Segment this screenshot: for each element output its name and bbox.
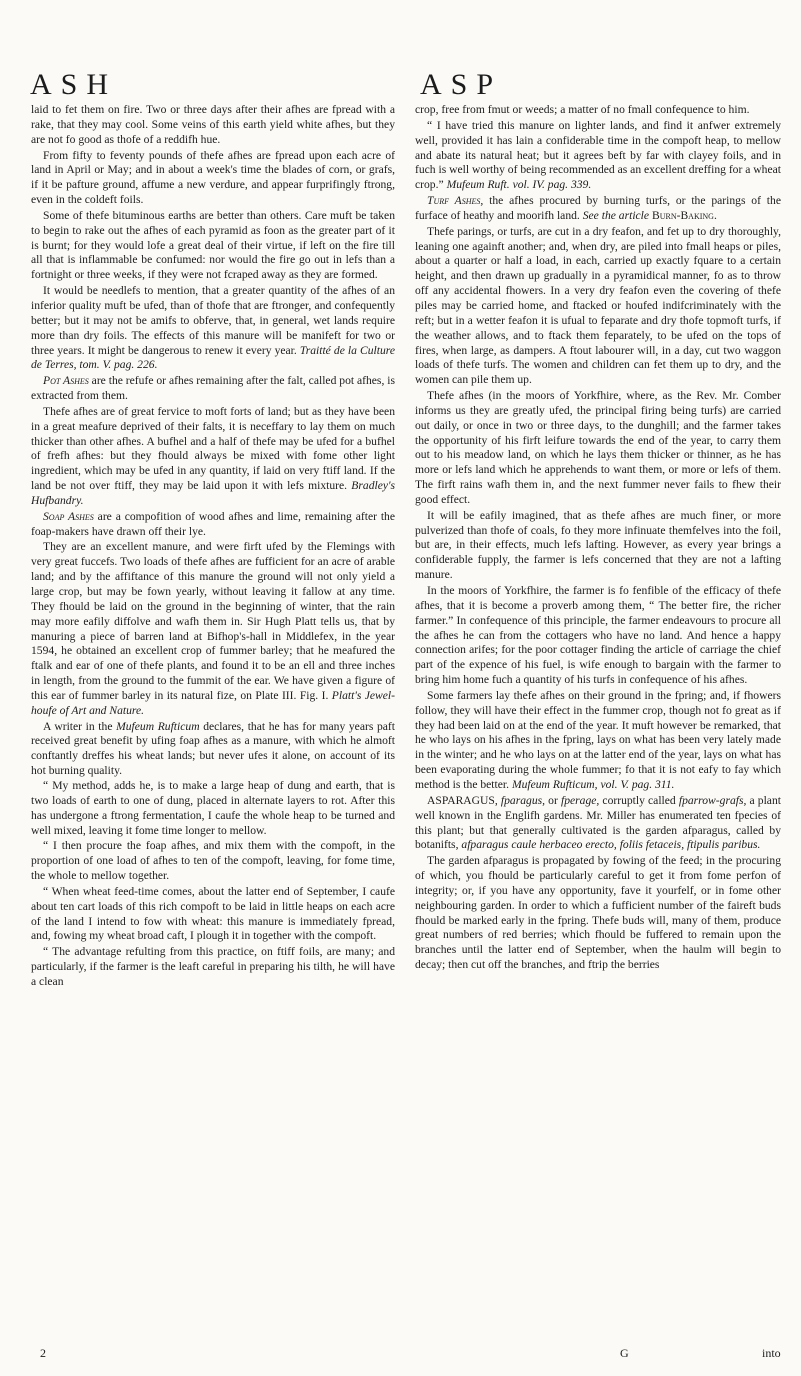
catchword: into	[762, 1346, 781, 1360]
entry-text: the afhes procured by burning turfs, or the parings of the furface of heathy and moorifh land.	[415, 194, 781, 222]
citation: Platt's Jewel-houfe of Art and Nature.	[31, 688, 395, 717]
running-head-left: ASH	[30, 68, 118, 101]
citation: Mufeum Rufticum	[116, 719, 200, 733]
quotation	[31, 779, 395, 990]
paragraph	[31, 405, 395, 509]
running-head-right: ASP	[420, 68, 503, 101]
paragraph: Some of thefe bituminous earths are better than others. Care muft be taken to begin to rake out the afhes of each pyramid as foon as the greater part of it is burnt; for they would lofe a great deal of their virtue, if left on the fire till all that is inflammable be confumed: nor would the fire go out in lefs than a fortnight or three weeks, if they were not fcraped away as they are formed.	[31, 208, 395, 282]
signature-mark: G	[620, 1346, 629, 1360]
entry-term: fparagus,	[500, 793, 546, 807]
entry-text: a plant well known in the Englifh gardens. Mr. Miller has enumerated ten fpecies of this plant; but that generally cultivated is the garden afparagus, called by botanifts,	[415, 793, 781, 852]
paragraph: In the moors of Yorkfhire, the farmer is fo fenfible of the efficacy of thefe afhes, that it is become a proverb among them, “ The better fire, the richer farmer.” In confequence of this principle, the farmer endeavours to procure all the afhes he can from the cottagers who have no land. And hence a happy connection arifes; for the poor cottager finding the article of carriage the chief part of the expence of his fuel, is wife enough to bargain with the farmer to bring him home fuch a quantity of his turfs in confequence of his afhes.	[415, 584, 781, 687]
left-column	[31, 103, 395, 1358]
paragraph	[31, 720, 395, 779]
paragraph	[415, 689, 781, 793]
entry-head: Soap Ashes	[43, 509, 94, 523]
citation: Mufeum Ruft. vol. IV. pag. 339.	[446, 178, 592, 192]
cross-reference-link[interactable]: Burn-Baking.	[651, 208, 717, 222]
paragraph: The garden afparagus is propagated by fowing of the feed; in the procuring of which, you fhould be particularly careful to get it from fome perfon of integrity; or, if you have any opportunity, fave it yourfelf, or in fome other neighbouring garden. In order to which a fufficient number of the faireft buds fhould be marked early in the fpring. Thefe buds will, many of them, produce great numbers of red berries; which fhould be fuffered to remain upon the branches until the latter end of September, when the haulm will begin to decay; then cut off the branches, and ftrip the berries	[415, 854, 781, 972]
quote-paragraph: “ I then procure the foap afhes, and mix them with the compoft, in the proportion of one load of afhes to ten of the compoft, leaving, for fome time, the whole to mellow together.	[31, 839, 395, 883]
paragraph	[31, 284, 395, 373]
paragraph-text: A writer in the	[43, 719, 113, 733]
entry-pot-ashes	[31, 374, 395, 404]
paragraph-text: Some farmers lay thefe afhes on their ground in the fpring; and, if fhowers follow, they will have their effect in the fummer crop, though not fo great as if they had been laid on at the end of the year. It muft however be remarked, that he who lays on his afhes in the fpring, lays on what has been very lately made in the winter; and he who lays on at the latter end of the year, lays on what has been evaporating during the whole fummer; fo that it is not eafy to fay which method is the better.	[415, 688, 781, 791]
paragraph: crop, free from fmut or weeds; a matter of no fmall confequence to him.	[415, 103, 750, 116]
paragraph-text: declares, that he has for many years paft received great benefit by ufing foap afhes as a manure, with which he almoft conftantly dreffes his wheat lands; but never ufes it alone, on account of its hot burning quality.	[31, 719, 395, 778]
quote-paragraph: “ When wheat feed-time comes, about the latter end of September, I caufe about ten cart loads of this rich compoft to be laid in little heaps on each acre of the land I intend to fow with wheat: this manure is immediately fpread, and, fowing my wheat broad caft, I plough it in together with the compoft.	[31, 884, 395, 943]
page-signature: 2	[40, 1346, 46, 1360]
entry-head: Turf Ashes,	[427, 194, 484, 208]
entry-term: fparrow-grafs,	[678, 793, 747, 807]
paragraph-text: It would be needlefs to mention, that a greater quantity of the afhes of an inferior quality muft be ufed, than of thofe that are ftronger, and confequently better; but it may not be amifs to obferve, that, in general, wet lands require more than dry foils. The effects of this manure will be manifeft for two or three years. It might be dangerous to renew it every year.	[31, 284, 395, 357]
see-also: See the article	[582, 208, 650, 222]
paragraph-text: “ I have tried this manure on lighter lands, and find it anfwer extremely well, provided it has lain a confiderable time in the compoft heap, to mellow and abate its natural heat; but it agrees beft by far with clayey foils, and in fuch is well worthy of being recommended as an excellent dreffing for a wheat crop.”	[415, 118, 781, 192]
entry-soap-ashes	[31, 510, 395, 540]
paragraph: It will be eafily imagined, that as thefe afhes are much finer, or more pulverized than thofe of coals, fo they more infinuate themfelves into the foil, but are, in their effects, much lefs lafting. However, as every year brings a confiderable fupply, the farmer is lefs concerned that they are not a lafting manure.	[415, 508, 781, 582]
paragraph	[31, 540, 395, 718]
paragraph: Thefe parings, or turfs, are cut in a dry feafon, and fet up to dry thoroughly, leaning one againft another; and, when dry, are piled into fmall heaps or piles, about a quarter or half a load, in each, carried up exactly fquare to a certain height, and then drawn up gradually in a pyramidical manner, fo as to throw off any accidental fhowers. In a very dry feafon even the covering of thefe piles may be carried home, and ftacked or houfed indifcriminately with the reft; but in a wetter feafon it is ufual to feparate and dry thofe topmoft turfs, if the weather allows, and to ftack them feparately, to be ufed on the tops of fires, when large, as dampers. A ftout labourer will, in a day, cut two waggon loads of thefe turfs. The women and children can fet them up to dry, and the women can pile them up.	[415, 224, 781, 387]
entry-text: corruptly called	[602, 793, 676, 807]
paragraph-text: Thefe afhes are of great fervice to moft forts of land; but as they have been in a great meafure deprived of their falts, it is neceffary to lay them on much thicker than other afhes. A bufhel and a half of thefe may be ufed for a bufhel of frefh afhes: but they fhould always be mixed with fome other light ingredient, which may be ufed in any quantity, if laid on very ftiff land. If the land be not over ftiff, they may be laid upon it with lefs mixture.	[31, 404, 395, 493]
paragraph: laid to fet them on fire. Two or three days after their afhes are fpread with a rake, that they may cool. Some veins of this earth yield white afhes, but they are not fo good as thofe of a reddifh hue.	[31, 103, 395, 146]
entry-asparagus	[415, 794, 781, 853]
right-column	[415, 103, 781, 1358]
paragraph-text: They are an excellent manure, and were firft ufed by the Flemings with very great fuccefs. Two loads of thefe afhes are fufficient for an acre of arable land; and by the affiftance of this manure the ground will not only yield a large crop, but may be fown yearly, without leaving it fallow at any time. They fhould be laid on the ground in the beginning of winter, that the rain may more eafily diffolve and wafh them in. Sir Hugh Platt tells us, that by manuring a piece of barren land at Bifhop's-hall in Middlefex, in the year 1594, he obtained an excellent crop of fummer barley; that he meafured the ftalk and ear of one of thefe plants, and found it to be an ell and three inches in length, from the ground to the fummit of the ear. We have given a figure of this ear of fummer barley in its natural fize, on Plate III. Fig. I.	[31, 540, 395, 702]
entry-head: ASPARAGUS,	[427, 793, 498, 807]
botanical-name: afparagus caule herbaceo erecto, foliis fetaceis, ftipulis paribus.	[461, 838, 761, 852]
entry-term: fperage,	[560, 793, 600, 807]
entry-head: Pot Ashes	[43, 374, 89, 388]
entry-text: are the refufe or afhes remaining after the falt, called pot afhes, is extracted from them.	[31, 374, 395, 403]
entry-text: or	[548, 793, 558, 807]
citation: Traitté de la Culture de Terres, tom. V. pag. 226.	[31, 343, 395, 372]
paragraph: Thefe afhes (in the moors of Yorkfhire, where, as the Rev. Mr. Comber informs us they are greatly ufed, the principal firing being turfs) are carried out daily, or once in two or three days, to the dunghill; and the farmer takes the opportunity of his firft leifure towards the end of the year, to carry them out to his meadow land, on which he lays them thicker or thinner, as he has more or lefs land which he apprehends to want them, or more or lefs of them. The firft rains wafh them in, and the next fummer never fails to fhew their good effect.	[415, 389, 781, 506]
citation: Bradley's Hufbandry.	[31, 479, 395, 507]
quote-paragraph: “ My method, adds he, is to make a large heap of dung and earth, that is two loads of earth to one of dung, placed in alternate layers to rot. After this has undergone a ftrong fermentation, I caufe the whole heap to be turned and well mixed, leaving it fome time longer to mellow.	[31, 778, 395, 837]
paragraph	[415, 119, 781, 193]
quote-paragraph: “ The advantage refulting from this practice, on ftiff foils, are many; and particularly, if the farmer is the leaft careful in preparing his tilth, he will have a clean	[31, 945, 395, 988]
entry-text: are a compofition of wood afhes and lime, remaining after the foap-makers have drawn off their lye.	[31, 509, 395, 538]
entry-turf-ashes	[415, 194, 781, 224]
paragraph: From fifty to feventy pounds of thefe afhes are fpread upon each acre of land in April or May; and in about a week's time the blades of corn, or grafs, if it be pafture ground, affume a new verdure, and appear furprifingly ftrong, even in the coldeft foils.	[31, 148, 395, 207]
citation: Mufeum Rufticum, vol. V. pag. 311.	[511, 777, 675, 791]
